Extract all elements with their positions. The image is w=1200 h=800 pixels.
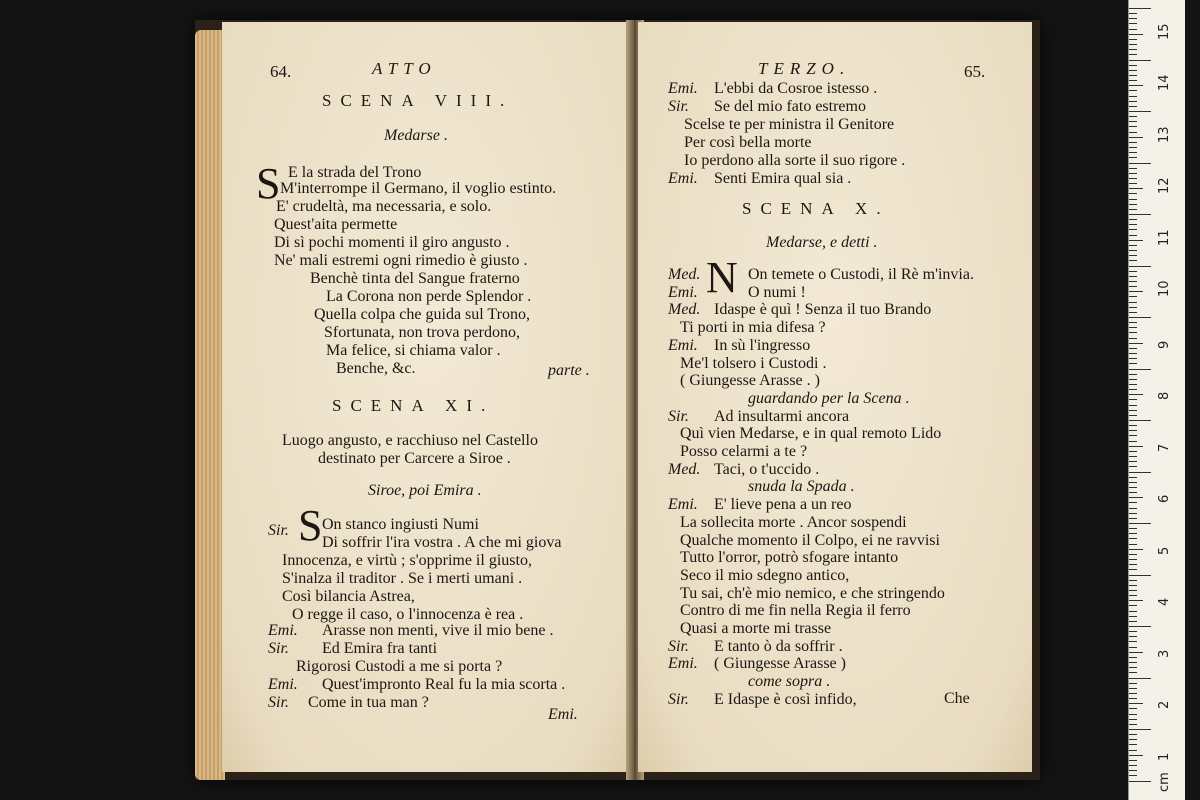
verse-line: Ma felice, si chiama valor . <box>326 342 501 359</box>
verse-line: Quì vien Medarse, e in qual remoto Lido <box>680 425 942 443</box>
verse-line: Seco il mio sdegno antico, <box>680 566 850 584</box>
verse-line: Così bilancia Astrea, <box>282 588 415 605</box>
ruler-number: 8 <box>1157 392 1172 401</box>
page-number-left: 64. <box>270 62 292 81</box>
ruler-tick <box>1129 708 1137 709</box>
verse-line: Per così bella morte <box>684 134 812 151</box>
ruler-tick <box>1129 399 1137 400</box>
ruler-tick <box>1129 322 1137 323</box>
ruler-tick <box>1129 775 1137 776</box>
ruler-tick <box>1129 394 1143 395</box>
ruler-tick <box>1129 662 1137 663</box>
ruler-tick <box>1129 693 1137 694</box>
ruler-tick <box>1129 49 1137 50</box>
ruler-tick <box>1129 683 1137 684</box>
ruler-tick <box>1129 157 1137 158</box>
ruler-tick <box>1129 672 1137 673</box>
verse-line: Posso celarmi a te ? <box>680 443 808 460</box>
verse-line: On temete o Custodi, il Rè m'invia. <box>748 266 974 283</box>
ruler-tick <box>1129 296 1137 297</box>
ruler-tick <box>1129 611 1137 612</box>
ruler-tick <box>1129 163 1151 164</box>
ruler-tick <box>1129 188 1143 189</box>
ruler-number: 14 <box>1157 74 1172 92</box>
ruler-tick <box>1129 600 1143 601</box>
ruler-tick <box>1129 533 1137 534</box>
verse-line: In sù l'ingresso <box>714 336 811 354</box>
ruler-tick <box>1129 178 1137 179</box>
ruler-tick <box>1129 384 1137 385</box>
speaker-label: Emi. <box>668 170 698 187</box>
ruler-tick <box>1129 116 1137 117</box>
ruler-tick <box>1129 317 1151 318</box>
stage-direction: parte . <box>548 362 590 379</box>
scene-8-dropcap: S <box>256 159 281 208</box>
ruler-tick <box>1129 338 1137 339</box>
ruler-tick <box>1129 667 1137 668</box>
speaker-label: Emi. <box>268 622 298 639</box>
scene-8-character: Medarse . <box>384 127 448 144</box>
verse-line: E' crudeltà, ma necessaria, e solo. <box>276 198 492 215</box>
ruler-tick <box>1129 286 1137 287</box>
ruler-tick <box>1129 199 1137 200</box>
scene-10-heading: SCENA X. <box>742 199 890 218</box>
ruler-tick <box>1129 121 1137 122</box>
ruler-tick <box>1129 569 1137 570</box>
ruler-tick <box>1129 466 1137 467</box>
ruler-tick <box>1129 111 1151 112</box>
ruler-tick <box>1129 224 1137 225</box>
ruler-tick <box>1129 430 1137 431</box>
ruler-tick <box>1129 492 1137 493</box>
ruler-tick <box>1129 60 1151 61</box>
ruler-tick <box>1129 240 1143 241</box>
ruler-tick <box>1129 729 1151 730</box>
speaker-label: Sir. <box>268 694 289 711</box>
verse-line: Tu sai, ch'è mio nemico, e che stringendo <box>680 584 945 602</box>
ruler-tick <box>1129 358 1137 359</box>
ruler-number: 1 <box>1157 752 1172 761</box>
ruler-tick <box>1129 549 1143 550</box>
verse-line: Sfortunata, non trova perdono, <box>324 324 520 341</box>
ruler-number: 12 <box>1157 177 1172 195</box>
verse-line: S'inalza il traditor . Se i merti umani . <box>282 570 523 587</box>
ruler-tick <box>1129 147 1137 148</box>
speaker-label: Emi. <box>668 655 698 673</box>
ruler-tick <box>1129 657 1137 658</box>
ruler-tick <box>1129 193 1137 194</box>
ruler-tick <box>1129 209 1137 210</box>
verse-line: On stanco ingiusti Numi <box>322 516 479 533</box>
stage-direction: guardando per la Scena . <box>748 389 910 407</box>
verse-line: Rigorosi Custodi a me si porta ? <box>296 658 503 675</box>
scene-10-character: Medarse, e detti . <box>766 234 878 251</box>
ruler-tick <box>1129 204 1137 205</box>
ruler-tick <box>1129 281 1137 282</box>
verse-line: Qualche momento il Colpo, ei ne ravvisi <box>680 531 940 549</box>
ruler-tick <box>1129 590 1137 591</box>
speaker-label: Sir. <box>668 98 689 115</box>
ruler-tick <box>1129 405 1137 406</box>
verse-line: Di sì pochi momenti il giro angusto . <box>274 234 510 251</box>
scene-11-setting: Luogo angusto, e racchiuso nel Castello <box>282 432 538 449</box>
ruler-tick <box>1129 750 1137 751</box>
running-head-right: TERZO. <box>758 59 851 78</box>
ruler-tick <box>1129 90 1137 91</box>
ruler-tick <box>1129 724 1137 725</box>
ruler-tick <box>1129 54 1137 55</box>
ruler-tick <box>1129 332 1137 333</box>
verse-line: Ed Emira fra tanti <box>322 640 438 657</box>
ruler-tick <box>1129 451 1137 452</box>
scene-11-character: Siroe, poi Emira . <box>368 482 482 499</box>
ruler-tick <box>1129 348 1137 349</box>
ruler-tick <box>1129 605 1137 606</box>
ruler-number: 13 <box>1157 126 1172 143</box>
ruler-number: 4 <box>1157 598 1172 607</box>
ruler-tick <box>1129 183 1137 184</box>
ruler-tick <box>1129 523 1151 524</box>
ruler-tick <box>1129 554 1137 555</box>
ruler-tick <box>1129 389 1137 390</box>
ruler-tick <box>1129 616 1137 617</box>
speaker-label: Med. <box>668 460 701 478</box>
ruler-tick <box>1129 719 1137 720</box>
verse-line: Innocenza, e virtù ; s'opprime il giusto, <box>282 552 532 569</box>
ruler-tick <box>1129 765 1137 766</box>
verse-line: Quasi a morte mi trasse <box>680 620 832 637</box>
ruler-tick <box>1129 420 1151 421</box>
ruler-tick <box>1129 255 1137 256</box>
speaker-label: Med. <box>668 301 701 319</box>
ruler-tick <box>1129 647 1137 648</box>
ruler-number: 15 <box>1157 23 1172 40</box>
ruler-tick <box>1129 564 1137 565</box>
ruler-number: 2 <box>1157 701 1172 710</box>
ruler-tick <box>1129 245 1137 246</box>
ruler-tick <box>1129 29 1137 30</box>
verse-line: Contro di me fin nella Regia il ferro <box>680 602 911 620</box>
ruler-tick <box>1129 363 1137 364</box>
verse-line: Di soffrir l'ira vostra . A che mi giova <box>322 534 562 551</box>
ruler-tick <box>1129 508 1137 509</box>
ruler-tick <box>1129 327 1137 328</box>
verse-line: Ad insultarmi ancora <box>714 407 850 425</box>
ruler-tick <box>1129 714 1137 715</box>
speaker-label: Emi. <box>268 676 298 693</box>
verse-line: Tutto l'orror, potrò sfogare intanto <box>680 549 899 567</box>
scene-11-heading: SCENA XI. <box>332 396 495 415</box>
ruler-tick <box>1129 34 1143 35</box>
ruler-tick <box>1129 435 1137 436</box>
ruler-tick <box>1129 96 1137 97</box>
ruler-tick <box>1129 219 1137 220</box>
scene-11-dropcap: S <box>298 501 323 550</box>
ruler-tick <box>1129 8 1151 9</box>
ruler-tick <box>1129 343 1143 344</box>
ruler-tick <box>1129 75 1137 76</box>
ruler-tick <box>1129 152 1137 153</box>
ruler-tick <box>1129 235 1137 236</box>
ruler-tick <box>1129 214 1151 215</box>
ruler-tick <box>1129 168 1137 169</box>
ruler-tick <box>1129 132 1137 133</box>
ruler-tick <box>1129 39 1137 40</box>
ruler-tick <box>1129 518 1137 519</box>
catchword: Emi. <box>548 706 578 723</box>
ruler-tick <box>1129 497 1143 498</box>
verse-line: Me'l tolsero i Custodi . <box>680 354 827 372</box>
ruler-tick <box>1129 678 1151 679</box>
ruler-tick <box>1129 410 1137 411</box>
running-head-left: ATTO <box>372 59 437 78</box>
ruler-tick <box>1129 65 1137 66</box>
ruler-tick <box>1129 461 1137 462</box>
ruler-tick <box>1129 276 1137 277</box>
ruler-tick <box>1129 446 1143 447</box>
scene-10-dropcap: N <box>706 253 738 302</box>
speaker-label: Emi. <box>668 80 698 97</box>
verse-line: Ti porti in mia difesa ? <box>680 319 826 337</box>
verse-line: Senti Emira qual sia . <box>714 170 852 187</box>
ruler-tick <box>1129 538 1137 539</box>
speaker-label: Emi. <box>668 336 698 354</box>
ruler-tick <box>1129 641 1137 642</box>
ruler-tick <box>1129 739 1137 740</box>
ruler-tick <box>1129 487 1137 488</box>
ruler-tick <box>1129 688 1137 689</box>
verse-line: Benche, &c. <box>336 360 416 377</box>
stage-direction: snuda la Spada . <box>748 478 855 496</box>
verse-line: O numi ! <box>748 283 806 301</box>
ruler-tick <box>1129 698 1137 699</box>
ruler-tick <box>1129 250 1137 251</box>
verse-line: Scelse te per ministra il Genitore <box>684 116 895 133</box>
speaker-label: Sir. <box>268 522 289 539</box>
verse-line: E la strada del Trono <box>288 164 422 181</box>
verse-line: Se del mio fato estremo <box>714 98 866 115</box>
ruler-tick <box>1129 636 1137 637</box>
ruler-tick <box>1129 652 1143 653</box>
ruler-tick <box>1129 302 1137 303</box>
ruler-tick <box>1129 137 1143 138</box>
ruler-tick <box>1129 477 1137 478</box>
ruler-tick <box>1129 626 1151 627</box>
verse-line: Ne' mali estremi ogni rimedio è giusto . <box>274 252 528 269</box>
ruler-tick <box>1129 528 1137 529</box>
ruler-tick <box>1129 13 1137 14</box>
ruler-number: 7 <box>1157 443 1172 452</box>
right-page <box>638 22 1032 772</box>
ruler-number: 5 <box>1157 546 1172 555</box>
speaker-label: Sir. <box>668 637 689 655</box>
ruler-tick <box>1129 456 1137 457</box>
verse-line: L'ebbi da Cosroe istesso . <box>714 80 878 97</box>
speaker-label: Emi. <box>668 283 698 301</box>
ruler-tick <box>1129 770 1137 771</box>
ruler-tick <box>1129 101 1137 102</box>
ruler-tick <box>1129 260 1137 261</box>
ruler-tick <box>1129 23 1137 24</box>
verse-line: E Idaspe è così infido, <box>714 690 857 708</box>
ruler-tick <box>1129 106 1137 107</box>
page-number-right: 65. <box>964 62 986 81</box>
ruler-tick <box>1129 703 1143 704</box>
ruler-tick <box>1129 44 1137 45</box>
speaker-label: Sir. <box>668 690 689 708</box>
ruler-number: 11 <box>1157 229 1172 246</box>
verse-line: Taci, o t'uccido . <box>714 460 820 478</box>
ruler-tick <box>1129 312 1137 313</box>
verse-line: Quest'impronto Real fu la mia scorta . <box>322 676 566 693</box>
ruler-tick <box>1129 559 1137 560</box>
ruler-unit: cm <box>1157 772 1172 792</box>
verse-line: ( Giungesse Arasse . ) <box>680 372 820 390</box>
verse-line: Arasse non menti, vive il mio bene . <box>322 622 554 639</box>
verse-line: Quest'aita permette <box>274 216 398 233</box>
ruler-tick <box>1129 142 1137 143</box>
ruler-tick <box>1129 70 1137 71</box>
ruler-tick <box>1129 266 1151 267</box>
ruler-tick <box>1129 271 1137 272</box>
ruler-tick <box>1129 580 1137 581</box>
verse-line: O regge il caso, o l'innocenza è rea . <box>292 606 524 623</box>
ruler-number: 6 <box>1157 495 1172 504</box>
scene-8-heading: SCENA VIII. <box>322 91 514 110</box>
ruler-number: 3 <box>1157 649 1172 658</box>
ruler-tick <box>1129 80 1137 81</box>
verse-line: Benchè tinta del Sangue fraterno <box>310 270 520 287</box>
catchword: Che <box>944 690 970 707</box>
verse-line: La sollecita morte . Ancor sospendi <box>680 513 907 531</box>
speaker-label: Sir. <box>668 407 689 425</box>
ruler-tick <box>1129 544 1137 545</box>
ruler-tick <box>1129 482 1137 483</box>
ruler-tick <box>1129 760 1137 761</box>
measuring-ruler <box>1128 0 1185 800</box>
ruler-tick <box>1129 513 1137 514</box>
ruler-tick <box>1129 472 1151 473</box>
verse-line: ( Giungesse Arasse ) <box>714 655 846 673</box>
stage-direction: come sopra . <box>748 673 831 691</box>
verse-line: Io perdono alla sorte il suo rigore . <box>684 152 906 169</box>
ruler-tick <box>1129 781 1151 782</box>
ruler-tick <box>1129 595 1137 596</box>
ruler-tick <box>1129 18 1137 19</box>
ruler-tick <box>1129 441 1137 442</box>
ruler-tick <box>1129 291 1143 292</box>
verse-line: M'interrompe il Germano, il voglio estinto. <box>280 180 557 197</box>
ruler-tick <box>1129 415 1137 416</box>
ruler-tick <box>1129 755 1143 756</box>
ruler-tick <box>1129 631 1137 632</box>
verse-line: La Corona non perde Splendor . <box>326 288 532 305</box>
ruler-tick <box>1129 173 1137 174</box>
ruler-tick <box>1129 379 1137 380</box>
ruler-tick <box>1129 621 1137 622</box>
ruler-tick <box>1129 585 1137 586</box>
ruler-tick <box>1129 229 1137 230</box>
speaker-label: Med. <box>668 266 701 283</box>
verse-line: E' lieve pena a un reo <box>714 496 852 514</box>
ruler-tick <box>1129 374 1137 375</box>
ruler-tick <box>1129 369 1151 370</box>
ruler-tick <box>1129 307 1137 308</box>
page-edges <box>195 30 225 780</box>
left-page <box>222 22 634 772</box>
scene-11-setting: destinato per Carcere a Siroe . <box>318 450 511 467</box>
ruler-tick <box>1129 734 1137 735</box>
speaker-label: Emi. <box>668 496 698 514</box>
ruler-number: 10 <box>1157 280 1172 298</box>
ruler-tick <box>1129 744 1137 745</box>
ruler-tick <box>1129 126 1137 127</box>
ruler-number: 9 <box>1157 340 1172 349</box>
verse-line: E tanto ò da soffrir . <box>714 637 843 655</box>
ruler-tick <box>1129 353 1137 354</box>
ruler-tick <box>1129 575 1151 576</box>
ruler-tick <box>1129 502 1137 503</box>
ruler-tick <box>1129 85 1143 86</box>
verse-line: Come in tua man ? <box>308 694 429 711</box>
speaker-label: Sir. <box>268 640 289 657</box>
verse-line: Quella colpa che guida sul Trono, <box>314 306 530 323</box>
ruler-tick <box>1129 425 1137 426</box>
verse-line: Idaspe è quì ! Senza il tuo Brando <box>714 301 932 319</box>
